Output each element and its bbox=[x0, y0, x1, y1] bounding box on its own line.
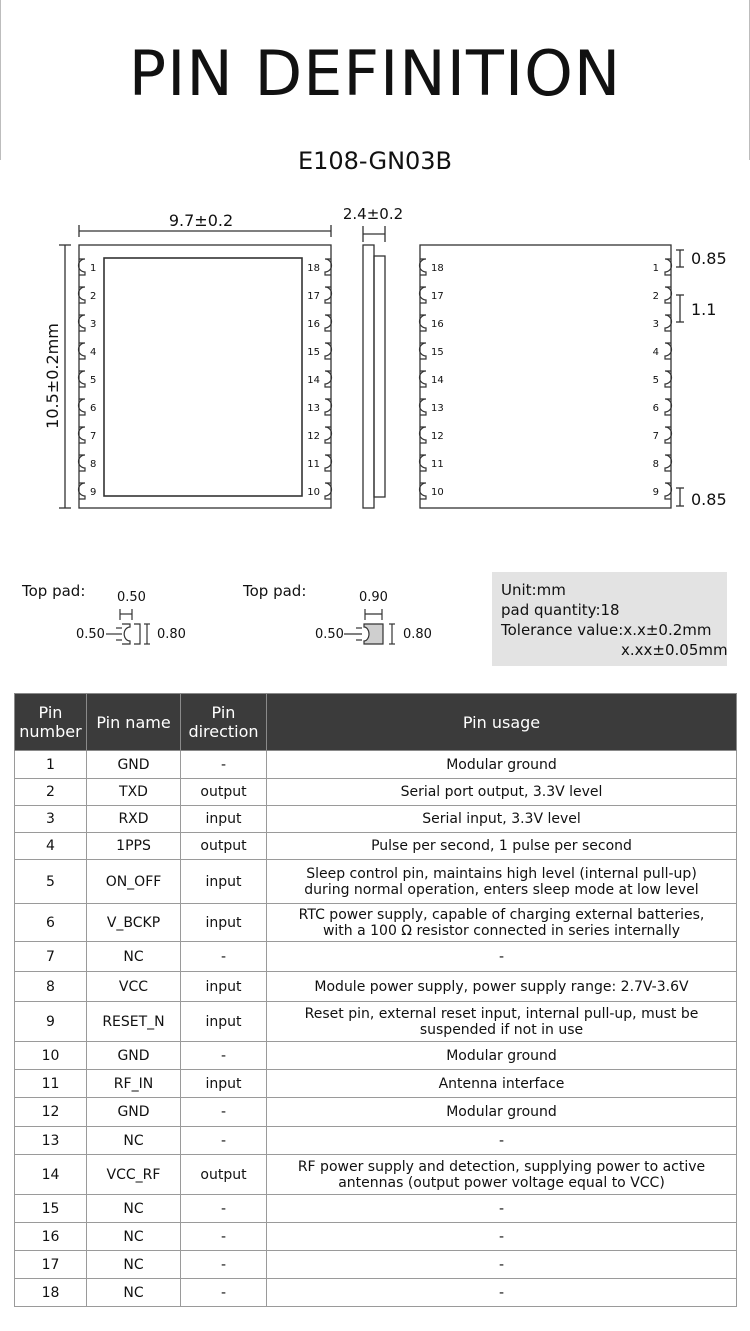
cell-pin-usage bbox=[267, 779, 737, 806]
cell-pin-direction: input bbox=[181, 806, 267, 833]
cell-pin-name: RESET_N bbox=[87, 1002, 181, 1042]
usage-line: Module power supply, power supply range: 2.7V-3.6V bbox=[314, 978, 689, 995]
cell-pin-name: GND bbox=[87, 1042, 181, 1070]
height-dimension: 10.5±0.2mm bbox=[43, 323, 62, 429]
cell-pin-direction: - bbox=[181, 942, 267, 972]
usage-line: - bbox=[498, 1284, 505, 1301]
bottom-view-outline bbox=[420, 245, 671, 508]
cell-pin-name: ON_OFF bbox=[87, 860, 181, 904]
pin-number-label: 1 bbox=[652, 263, 659, 274]
top-pitch-dimension: 0.85 bbox=[691, 249, 727, 268]
cell-pin-usage bbox=[267, 972, 737, 1002]
pad1-top-dim: 0.50 bbox=[117, 590, 146, 605]
pin-number-label: 6 bbox=[90, 403, 97, 414]
usage-line: RTC power supply, capable of charging external batteries, bbox=[298, 906, 705, 923]
pin-number-label: 6 bbox=[652, 403, 659, 414]
pin-number-label: 15 bbox=[431, 347, 444, 358]
cell-pin-usage bbox=[267, 1223, 737, 1251]
header-pin-usage: Pin usage bbox=[267, 694, 737, 751]
cell-pin-direction: output bbox=[181, 1155, 267, 1195]
cell-pin-number: 15 bbox=[15, 1195, 87, 1223]
table-row bbox=[15, 751, 737, 779]
cell-pin-number: 18 bbox=[15, 1279, 87, 1307]
usage-line: Serial input, 3.3V level bbox=[422, 811, 581, 827]
cell-pin-usage bbox=[267, 806, 737, 833]
cell-pin-name: NC bbox=[87, 1195, 181, 1223]
table-row bbox=[15, 1127, 737, 1155]
cell-pin-name: NC bbox=[87, 1251, 181, 1279]
pin-number-label: 11 bbox=[431, 459, 444, 470]
bottom-pitch-dimension: 0.85 bbox=[691, 490, 727, 509]
cell-pin-direction: - bbox=[181, 1251, 267, 1279]
usage-line: during normal operation, enters sleep mode at low level bbox=[304, 881, 699, 898]
cell-pin-name: GND bbox=[87, 1098, 181, 1127]
side-view-outline bbox=[363, 245, 374, 508]
cell-pin-usage bbox=[267, 942, 737, 972]
cell-pin-usage bbox=[267, 751, 737, 779]
table-row bbox=[15, 972, 737, 1002]
cell-pin-direction: output bbox=[181, 833, 267, 860]
table-row bbox=[15, 904, 737, 942]
cell-pin-direction: input bbox=[181, 904, 267, 942]
cell-pin-number: 1 bbox=[15, 751, 87, 779]
spec-note-box bbox=[492, 572, 727, 666]
pin-number-label: 18 bbox=[431, 263, 444, 274]
header-pin-name: Pin name bbox=[87, 694, 181, 751]
cell-pin-usage bbox=[267, 1127, 737, 1155]
table-row bbox=[15, 860, 737, 904]
table-row bbox=[15, 779, 737, 806]
shield-can bbox=[104, 258, 302, 496]
cell-pin-name: VCC bbox=[87, 972, 181, 1002]
cell-pin-number: 14 bbox=[15, 1155, 87, 1195]
cell-pin-direction: - bbox=[181, 1042, 267, 1070]
cell-pin-name: V_BCKP bbox=[87, 904, 181, 942]
table-row bbox=[15, 1042, 737, 1070]
pin-pitch-dimension: 1.1 bbox=[691, 300, 717, 319]
cell-pin-number: 5 bbox=[15, 860, 87, 904]
usage-line: - bbox=[498, 1256, 505, 1273]
cell-pin-direction: input bbox=[181, 1070, 267, 1098]
cell-pin-usage bbox=[267, 1251, 737, 1279]
model-name: E108-GN03B bbox=[297, 147, 453, 175]
note-pad-quantity: pad quantity:18 bbox=[501, 601, 620, 619]
pin-number-label: 14 bbox=[431, 375, 444, 386]
cell-pin-direction: - bbox=[181, 751, 267, 779]
thickness-dimension: 2.4±0.2 bbox=[342, 205, 404, 223]
pin-number-label: 2 bbox=[652, 291, 659, 302]
pin-table bbox=[14, 693, 737, 1307]
usage-line: - bbox=[498, 948, 505, 965]
note-tolerance: Tolerance value:x.x±0.2mm bbox=[501, 621, 712, 639]
pin-number-label: 5 bbox=[90, 375, 97, 386]
cell-pin-number: 6 bbox=[15, 904, 87, 942]
pad1-right-dim: 0.80 bbox=[157, 627, 186, 642]
pin-number-label: 8 bbox=[652, 459, 659, 470]
usage-line: Modular ground bbox=[446, 1104, 557, 1120]
usage-line: suspended if not in use bbox=[419, 1021, 584, 1038]
pin-number-label: 17 bbox=[431, 291, 444, 302]
note-tolerance-2: x.xx±0.05mm bbox=[621, 641, 728, 659]
table-row bbox=[15, 833, 737, 860]
pin-number-label: 1 bbox=[90, 263, 97, 274]
table-row bbox=[15, 1098, 737, 1127]
cell-pin-name: GND bbox=[87, 751, 181, 779]
cell-pin-number: 16 bbox=[15, 1223, 87, 1251]
usage-line: Pulse per second, 1 pulse per second bbox=[371, 838, 632, 854]
cell-pin-usage bbox=[267, 1042, 737, 1070]
pin-number-label: 17 bbox=[307, 291, 320, 302]
cell-pin-usage bbox=[267, 1195, 737, 1223]
pin-number-label: 4 bbox=[90, 347, 97, 358]
pin-number-label: 9 bbox=[90, 487, 97, 498]
pin-number-label: 16 bbox=[307, 319, 320, 330]
cell-pin-number: 12 bbox=[15, 1098, 87, 1127]
cell-pin-number: 8 bbox=[15, 972, 87, 1002]
pin-number-label: 3 bbox=[90, 319, 97, 330]
pin-number-label: 8 bbox=[90, 459, 97, 470]
cell-pin-number: 11 bbox=[15, 1070, 87, 1098]
pin-number-label: 10 bbox=[431, 487, 444, 498]
pad2-top-dim: 0.90 bbox=[359, 590, 388, 605]
pin-number-label: 9 bbox=[652, 487, 659, 498]
table-row bbox=[15, 1155, 737, 1195]
cell-pin-number: 7 bbox=[15, 942, 87, 972]
cell-pin-number: 2 bbox=[15, 779, 87, 806]
cell-pin-name: 1PPS bbox=[87, 833, 181, 860]
pin-number-label: 13 bbox=[307, 403, 320, 414]
pin-number-label: 14 bbox=[307, 375, 320, 386]
side-view-can bbox=[374, 256, 385, 497]
cell-pin-direction: - bbox=[181, 1195, 267, 1223]
pin-number-label: 2 bbox=[90, 291, 97, 302]
usage-line: with a 100 Ω resistor connected in series internally bbox=[322, 922, 681, 939]
pad1-diagram bbox=[100, 606, 160, 646]
pad2-left-dim: 0.50 bbox=[315, 627, 344, 642]
note-unit: Unit:mm bbox=[501, 581, 566, 599]
cell-pin-direction: - bbox=[181, 1098, 267, 1127]
header-pin-direction: Pin direction bbox=[181, 694, 267, 751]
top-pad-label-2: Top pad: bbox=[243, 582, 307, 600]
cell-pin-usage bbox=[267, 860, 737, 904]
cell-pin-number: 17 bbox=[15, 1251, 87, 1279]
usage-line: Reset pin, external reset input, internal pull-up, must be bbox=[304, 1005, 699, 1022]
usage-line: Sleep control pin, maintains high level (internal pull-up) bbox=[306, 865, 697, 882]
cell-pin-direction: input bbox=[181, 860, 267, 904]
pad2-diagram bbox=[340, 606, 405, 646]
cell-pin-number: 3 bbox=[15, 806, 87, 833]
pin-number-label: 11 bbox=[307, 459, 320, 470]
table-row bbox=[15, 1002, 737, 1042]
cell-pin-usage bbox=[267, 1098, 737, 1127]
width-dimension: 9.7±0.2 bbox=[168, 211, 234, 230]
table-row bbox=[15, 942, 737, 972]
cell-pin-direction: input bbox=[181, 1002, 267, 1042]
cell-pin-name: VCC_RF bbox=[87, 1155, 181, 1195]
usage-line: RF power supply and detection, supplying power to active bbox=[297, 1158, 706, 1175]
cell-pin-name: NC bbox=[87, 1279, 181, 1307]
cell-pin-name: NC bbox=[87, 1127, 181, 1155]
cell-pin-usage bbox=[267, 1070, 737, 1098]
table-row bbox=[15, 1195, 737, 1223]
table-header-row bbox=[15, 694, 737, 751]
page-title: PIN DEFINITION bbox=[128, 37, 622, 110]
usage-line: antennas (output power voltage equal to VCC) bbox=[338, 1174, 665, 1191]
usage-line: - bbox=[498, 1132, 505, 1149]
pin-number-label: 4 bbox=[652, 347, 659, 358]
pin-number-label: 13 bbox=[431, 403, 444, 414]
table-row bbox=[15, 1279, 737, 1307]
cell-pin-direction: input bbox=[181, 972, 267, 1002]
cell-pin-usage bbox=[267, 1002, 737, 1042]
cell-pin-number: 13 bbox=[15, 1127, 87, 1155]
pin-number-label: 5 bbox=[652, 375, 659, 386]
pin-number-label: 3 bbox=[652, 319, 659, 330]
cell-pin-direction: - bbox=[181, 1127, 267, 1155]
table-row bbox=[15, 1223, 737, 1251]
cell-pin-number: 9 bbox=[15, 1002, 87, 1042]
pad2-right-dim: 0.80 bbox=[403, 627, 432, 642]
header-pin-number: Pin number bbox=[15, 694, 87, 751]
usage-line: - bbox=[498, 1228, 505, 1245]
table-row bbox=[15, 1251, 737, 1279]
pin-number-label: 7 bbox=[90, 431, 97, 442]
cell-pin-direction: output bbox=[181, 779, 267, 806]
cell-pin-name: RF_IN bbox=[87, 1070, 181, 1098]
cell-pin-name: NC bbox=[87, 1223, 181, 1251]
usage-line: Antenna interface bbox=[438, 1075, 565, 1092]
module-dimension-drawing bbox=[0, 190, 750, 520]
cell-pin-usage bbox=[267, 1279, 737, 1307]
top-view-outline bbox=[79, 245, 331, 508]
table-row bbox=[15, 1070, 737, 1098]
top-pad-label-1: Top pad: bbox=[22, 582, 86, 600]
cell-pin-name: RXD bbox=[87, 806, 181, 833]
pin-number-label: 12 bbox=[307, 431, 320, 442]
cell-pin-usage bbox=[267, 833, 737, 860]
cell-pin-number: 10 bbox=[15, 1042, 87, 1070]
usage-line: - bbox=[498, 1200, 505, 1217]
pin-number-label: 15 bbox=[307, 347, 320, 358]
cell-pin-usage bbox=[267, 904, 737, 942]
pin-number-label: 10 bbox=[307, 487, 320, 498]
pin-number-label: 16 bbox=[431, 319, 444, 330]
cell-pin-name: NC bbox=[87, 942, 181, 972]
pad1-left-dim: 0.50 bbox=[76, 627, 105, 642]
table-row bbox=[15, 806, 737, 833]
usage-line: Modular ground bbox=[446, 1047, 557, 1064]
pin-number-label: 7 bbox=[652, 431, 659, 442]
usage-line: Modular ground bbox=[446, 756, 557, 773]
pin-number-label: 18 bbox=[307, 263, 320, 274]
pin-number-label: 12 bbox=[431, 431, 444, 442]
cell-pin-usage bbox=[267, 1155, 737, 1195]
cell-pin-direction: - bbox=[181, 1223, 267, 1251]
usage-line: Serial port output, 3.3V level bbox=[400, 784, 603, 800]
cell-pin-number: 4 bbox=[15, 833, 87, 860]
cell-pin-name: TXD bbox=[87, 779, 181, 806]
cell-pin-direction: - bbox=[181, 1279, 267, 1307]
